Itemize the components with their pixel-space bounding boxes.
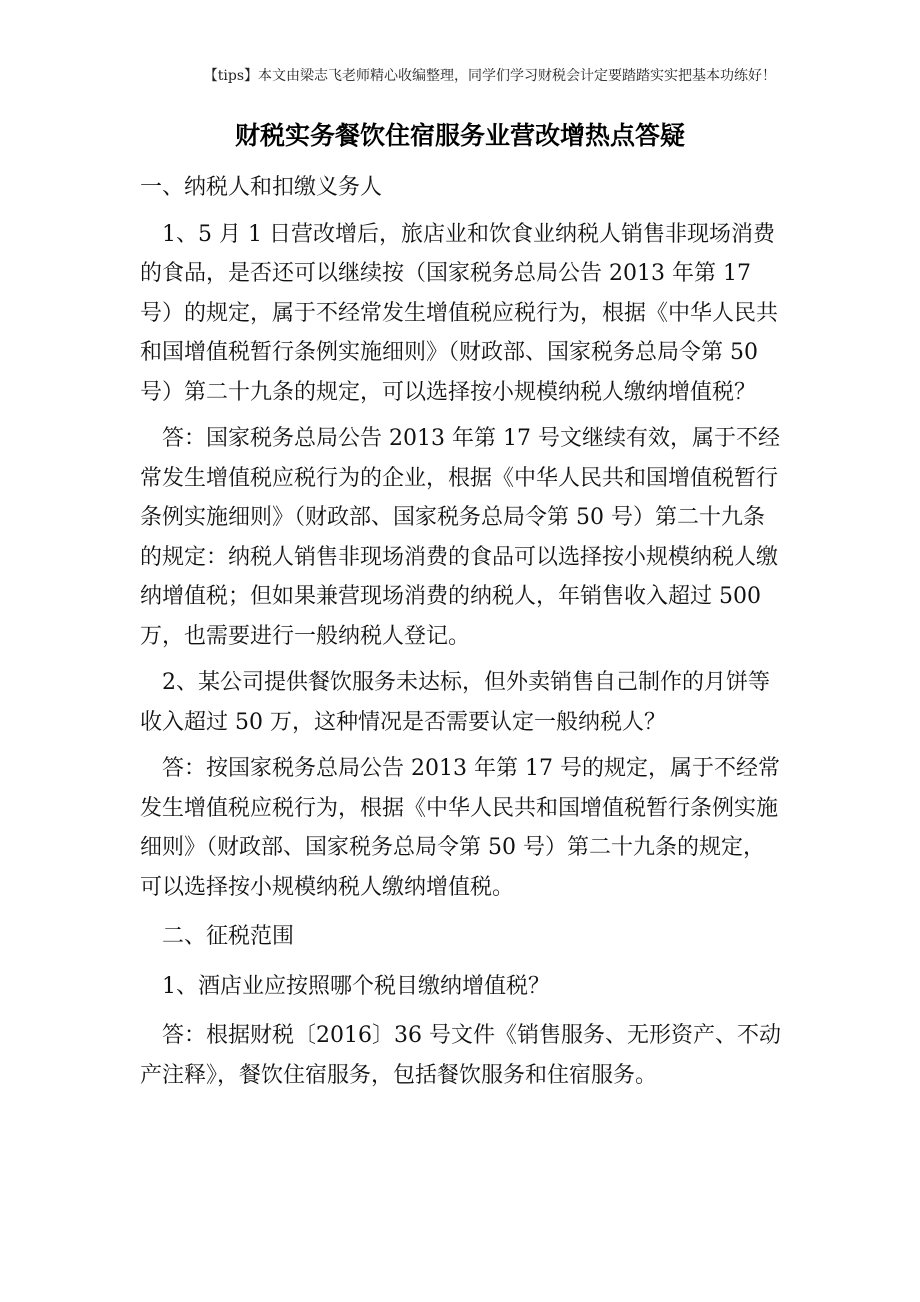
question-3: 1、酒店业应按照哪个税目缴纳增值税？ (162, 973, 550, 999)
answer-2: 答：按国家税务总局公告 2013 年第 17 号的规定，属于不经常发生增值税应税行为，根据《中华人民共和国增值税暂行条例实施细则》（财政部、国家税务总局令第 50 号）第二十九条的规定，可以选择按小规模纳税人缴纳增值税。 (140, 756, 780, 900)
question-2: 2、某公司提供餐饮服务未达标，但外卖销售自己制作的月饼等收入超过 50 万，这种情况是否需要认定一般纳税人？ (140, 670, 770, 735)
document-body (140, 168, 785, 1095)
answer-3: 答：根据财税〔2016〕36 号文件《销售服务、无形资产、不动产注释》，餐饮住宿服务，包括餐饮服务和住宿服务。 (140, 1023, 781, 1088)
section-heading-scope: 二、征税范围 (162, 924, 295, 949)
document-title: 财税实务餐饮住宿服务业营改增热点答疑 (234, 121, 685, 150)
answer-1: 答：国家税务总局公告 2013 年第 17 号文继续有效，属于不经常发生增值税应税行为的企业，根据《中华人民共和国增值税暂行条例实施细则》（财政部、国家税务总局令第 50 号）第二十九条的规定：纳税人销售非现场消费的食品可以选择按小规模纳税人缴纳增值税；但如果兼营现场消费的纳税人，年销售收入超过 500 万，也需要进行一般纳税人登记。 (140, 426, 780, 649)
section-heading-taxpayers: 一、纳税人和扣缴义务人 (140, 175, 383, 200)
tips-header: 【tips】本文由梁志飞老师精心收编整理，同学们学习财税会计定要踏踏实实把基本功练好！ (203, 68, 776, 84)
question-1: 1、5 月 1 日营改增后，旅店业和饮食业纳税人销售非现场消费的食品，是否还可以继续按（国家税务总局公告 2013 年第 17 号）的规定，属于不经常发生增值税应税行为，根据《中华人民共和国增值税暂行条例实施细则》（财政部、国家税务总局令第 50 号）第二十九条的规定，可以选择按小规模纳税人缴纳增值税？ (140, 221, 779, 405)
